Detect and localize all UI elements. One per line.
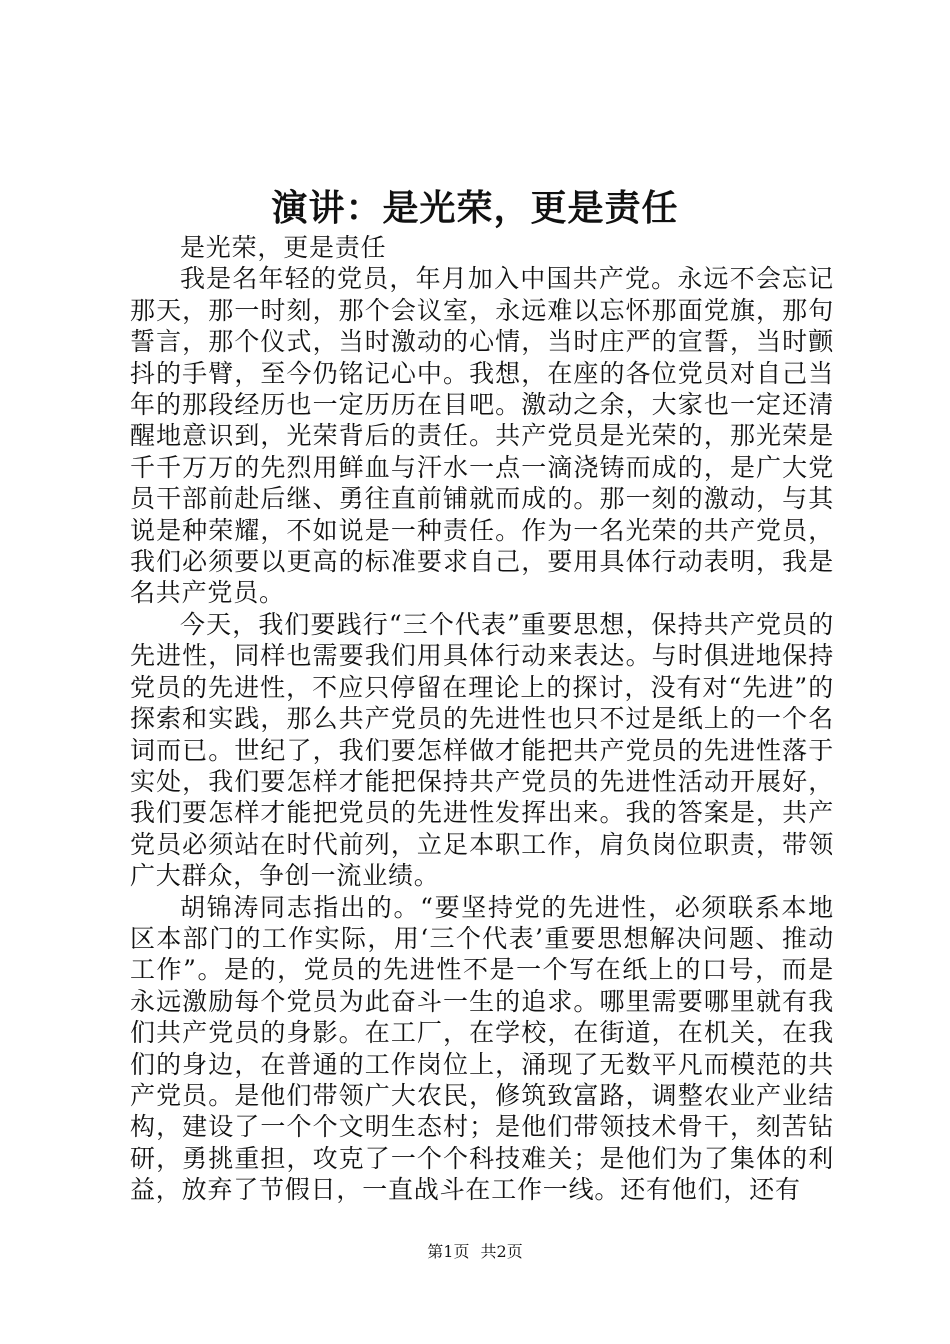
- document-body: [130, 232, 834, 1206]
- page-number: 第1页: [427, 1242, 470, 1261]
- page-total: 共2页: [480, 1242, 523, 1261]
- page-footer: [0, 1241, 950, 1263]
- paragraph: 胡锦涛同志指出的。“要坚持党的先进性，必须联系本地区本部门的工作实际，用‘三个代表’重要思想解决问题、推动工作”。是的，党员的先进性不是一个写在纸上的口号，而是永远激励每个党员为此奋斗一生的追求。哪里需要哪里就有我们共产党员的身影。在工厂，在学校，在街道，在机关，在我们的身边，在普通的工作岗位上，涌现了无数平凡而模范的共产党员。是他们带领广大农民，修筑致富路，调整农业产业结构，建设了一个个文明生态村；是他们带领技术骨干，刻苦钻研，勇挑重担，攻克了一个个科技难关；是他们为了集体的利益，放弃了节假日，一直战斗在工作一线。还有他们，还有: [130, 892, 834, 1205]
- paragraph: 我是名年轻的党员，年月加入中国共产党。永远不会忘记那天，那一时刻，那个会议室，永远难以忘怀那面党旗，那句誓言，那个仪式，当时激动的心情，当时庄严的宣誓，当时颤抖的手臂，至今仍铭记心中。我想，在座的各位党员对自己当年的那段经历也一定历历在目吧。激动之余，大家也一定还清醒地意识到，光荣背后的责任。共产党员是光荣的，那光荣是千千万万的先烈用鲜血与汗水一点一滴浇铸而成的，是广大党员干部前赴后继、勇往直前铺就而成的。那一刻的激动，与其说是种荣耀，不如说是一种责任。作为一名光荣的共产党员，我们必须要以更高的标准要求自己，要用具体行动表明，我是名共产党员。: [130, 264, 834, 608]
- paragraph: 今天，我们要践行“三个代表”重要思想，保持共产党员的先进性，同样也需要我们用具体行动来表达。与时俱进地保持党员的先进性，不应只停留在理论上的探讨，没有对“先进”的探索和实践，那么共产党员的先进性也只不过是纸上的一个名词而已。世纪了，我们要怎样做才能把共产党员的先进性落于实处，我们要怎样才能把保持共产党员的先进性活动开展好，我们要怎样才能把党员的先进性发挥出来。我的答案是，共产党员必须站在时代前列，立足本职工作，肩负岗位职责，带领广大群众，争创一流业绩。: [130, 609, 834, 891]
- paragraph-subtitle: 是光荣，更是责任: [180, 233, 387, 262]
- page-title: 演讲：是光荣，更是责任: [271, 187, 679, 229]
